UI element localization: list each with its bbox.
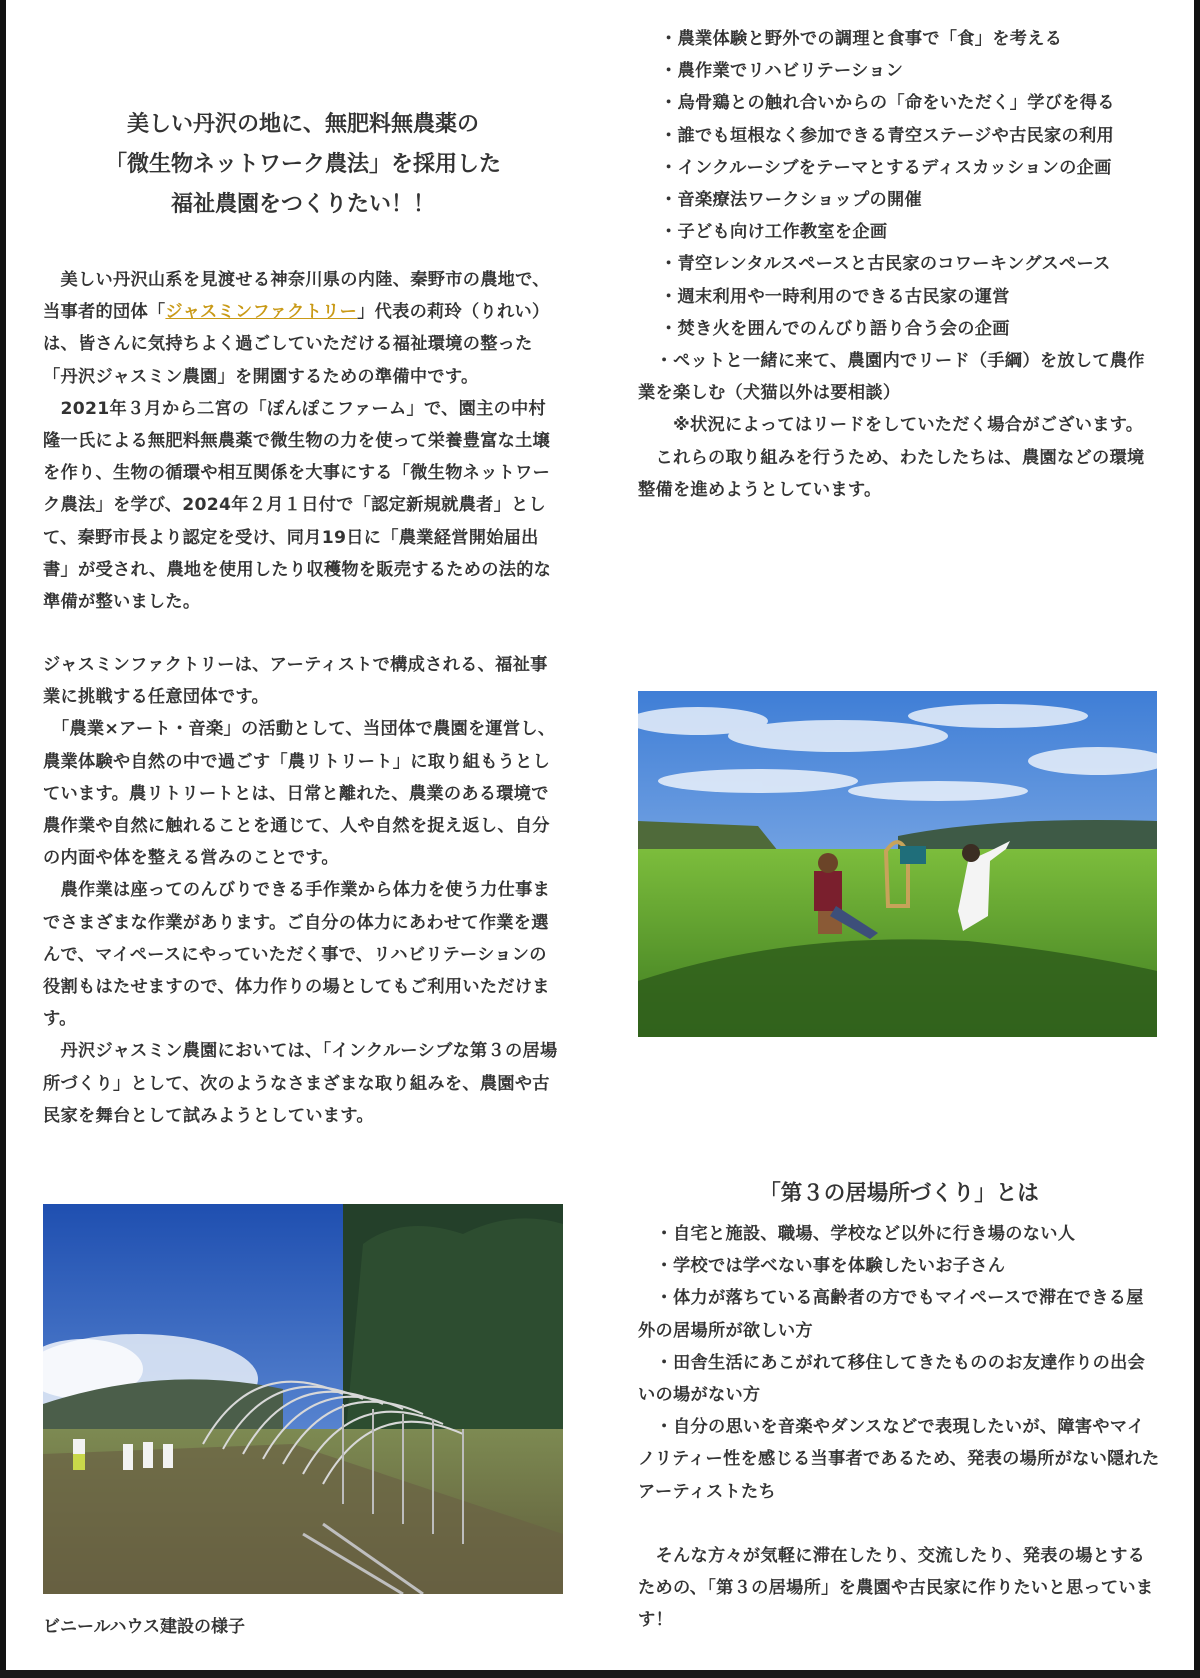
third-place-closing: そんな方々が気軽に滞在したり、交流したり、発表の場とするための、「第３の居場所」を農園や古民家に作りたいと思っています！	[638, 1545, 1154, 1631]
activity-item: ・子ども向け工作教室を企画	[660, 222, 888, 243]
activity-item: ・週末利用や一時利用のできる古民家の運営	[660, 286, 1010, 307]
page-title	[43, 105, 563, 225]
activity-item: ・青空レンタルスペースと古民家のコワーキングスペース	[660, 254, 1111, 275]
about-paragraph-2: 「農業×アート・音楽」の活動として、当団体で農園を運営し、農業体験や自然の中で過ごす「農リトリート」に取り組もうとしています。農リトリートとは、日常と離れた、農業のある環境で農作業や自然に触れることを通じて、人や自然を捉え返し、自分の内面や体を整える営みのことです。	[43, 719, 556, 869]
third-place-section	[638, 1176, 1160, 1636]
title-line-1: 美しい丹沢の地に、無肥料無農薬の	[126, 112, 479, 137]
about-paragraph-3: 農作業は座ってのんびりできる手作業から体力を使う力仕事までさまざまな作業があります。ご自分の体力にあわせて作業を選んで、マイペースにやっていただく事で、リハビリテーションの役割もはたせますので、体力作りの場としてもご利用いただけます。	[43, 880, 551, 1030]
meadow-photo-illustration	[638, 691, 1157, 1037]
activity-item-pets: ・ペットと一緒に来て、農園内でリード（手綱）を放して農作業を楽しむ（犬猫以外は要相談）	[638, 351, 1145, 404]
intro-text-after-link: 」代表の莉玲（りれい）は、皆さんに気持ちよく過ごしていただける福祉環境の整った「丹沢ジャスミン農園」を開園するための準備中です。	[43, 302, 550, 387]
third-place-item: ・学校では学べない事を体験したいお子さん	[638, 1256, 1006, 1277]
pet-note: ※状況によってはリードをしていただく場合がございます。	[638, 415, 1144, 436]
window-frame-right	[1194, 0, 1200, 1678]
third-place-item: ・自分の思いを音楽やダンスなどで表現したいが、障害やマイノリティー性を感じる当事者であるため、発表の場所がない隠れたアーティストたち	[638, 1417, 1160, 1502]
window-frame-bottom	[0, 1670, 1200, 1678]
window-frame-left	[0, 0, 6, 1678]
photo-caption: ビニールハウス建設の様子	[43, 1617, 245, 1637]
intro-paragraph-1	[43, 264, 563, 393]
title-line-3: 福祉農園をつくりたい！！	[170, 192, 435, 217]
intro-section	[43, 264, 563, 618]
activities-section	[638, 23, 1160, 506]
activity-item: ・誰でも垣根なく参加できる青空ステージや古民家の利用	[660, 125, 1114, 146]
third-place-item: ・体力が落ちている高齢者の方でもマイペースで滞在できる屋外の居場所が欲しい方	[638, 1288, 1144, 1341]
about-paragraph-4: 丹沢ジャスミン農園においては、「インクルーシブな第３の居場所づくり」として、次のようなさまざまな取り組みを、農園や古民家を舞台として試みようとしています。	[43, 1041, 558, 1126]
jasmine-factory-link[interactable]: ジャスミンファクトリー	[165, 302, 358, 323]
activity-item: ・烏骨鶏との触れ合いからの「命をいただく」学びを得る	[660, 93, 1115, 114]
third-place-item: ・田舎生活にあこがれて移住してきたもののお友達作りの出会いの場がない方	[638, 1352, 1146, 1406]
title-line-2: 「微生物ネットワーク農法」を採用した	[104, 152, 501, 177]
greenhouse-construction-photo	[43, 1204, 563, 1594]
third-place-heading: 「第３の居場所づくり」とは	[759, 1181, 1039, 1206]
meadow-music-photo	[638, 691, 1157, 1037]
activities-closing: これらの取り組みを行うため、わたしたちは、農園などの環境整備を進めようとしています。	[638, 447, 1145, 500]
greenhouse-photo-illustration	[43, 1204, 563, 1594]
intro-paragraph-2: 2021年３月から二宮の「ぽんぽこファーム」で、園主の中村隆一氏による無肥料無農薬で微生物の力を使って栄養豊富な土壌を作り、生物の循環や相互関係を大事にする「微生物ネットワーク農法」を学び、2024年２月１日付で「認定新規就農者」として、秦野市長より認定を受け、同月19日に「農業経営開始届出書」が受され、農地を使用したり収穫物を販売するための法的な準備が整いました。	[43, 398, 552, 613]
activity-item: ・農作業でリハビリテーション	[660, 61, 904, 82]
activity-item: ・焚き火を囲んでのんびり語り合う会の企画	[660, 318, 1010, 339]
third-place-item: ・自宅と施設、職場、学校など以外に行き場のない人	[638, 1224, 1076, 1244]
intro-text-before-link: 美しい丹沢山系を見渡せる神奈川県の内陸、秦野市の農地で、当事者的団体「	[43, 270, 550, 323]
about-section	[43, 649, 563, 1132]
activity-item: ・農業体験と野外での調理と食事で「食」を考える	[660, 29, 1063, 49]
activity-item: ・インクルーシブをテーマとするディスカッションの企画	[660, 157, 1112, 178]
about-paragraph-1: ジャスミンファクトリーは、アーティストで構成される、福祉事業に挑戦する任意団体です。	[43, 655, 548, 708]
activity-item: ・音楽療法ワークショップの開催	[660, 190, 922, 211]
